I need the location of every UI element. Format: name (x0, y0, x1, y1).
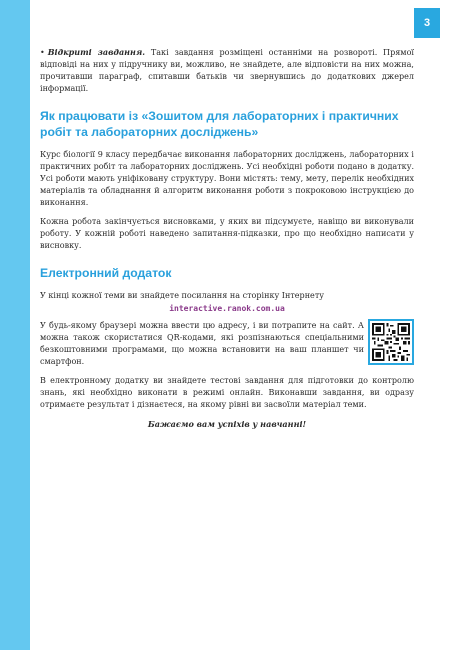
left-color-bar (0, 0, 30, 650)
page-number (414, 8, 440, 38)
workbook-paragraph-2: Кожна робота закінчується висновками, у яких ви підсумуєте, навіщо ви виконували роботу. У кожній роботі наведено запитання-підказки, про що необхідно написати у висновку. (40, 217, 414, 250)
intro-label: Відкриті завдання. (47, 47, 146, 57)
electronic-paragraph-1: У кінці кожної теми ви знайдете посилання на сторінку Інтернету (40, 291, 325, 300)
closing-motto: Бажаємо вам успіхів у навчанні! (147, 419, 307, 429)
page-number-text: 3 (423, 17, 431, 29)
page-content (40, 46, 414, 429)
workbook-paragraph-1: Курс біології 9 класу передбачає виконання лабораторних досліджень, лабораторних і практичних робіт та лабораторних досліджень. Усі необхідні роботи подано в додатку. Усі роботи мають уніфіковану структуру. Вони містять: тему, мету, перелік необхідних матеріалів та обладнання й алгоритм виконання роботи з покроковою інструкцією до виконання. (40, 150, 414, 207)
section-heading-electronic: Електронний додаток (40, 266, 172, 280)
website-link[interactable]: interactive.ranok.com.ua (169, 304, 285, 313)
bullet-icon: • (40, 48, 45, 57)
electronic-paragraph-2: У будь-якому браузері можна ввести цю адресу, і ви потрапите на сайт. А можна також скористатися QR-кодами, які розпізнаються спеціальними безкоштовними програмами, що можна встановити на ваш планшет чи смартфон. (40, 321, 364, 366)
qr-code-graphic (372, 323, 410, 361)
intro-paragraph (40, 46, 414, 95)
intro-text: Такі завдання розміщені останніми на розвороті. Прямої відповіді на них у підручнику ви, можливо, не знайдете, але відповісти на них можна, прочитавши параграф, спитавши батьків чи звернувшись до додаткових джерел інформації. (40, 48, 414, 93)
qr-row (40, 320, 414, 375)
qr-code-icon (368, 319, 414, 365)
section-heading-workbook: Як працювати із «Зошитом для лабораторних і практичних робіт та лабораторних досліджень» (40, 109, 399, 139)
electronic-paragraph-3: В електронному додатку ви знайдете тестові завдання для підготовки до контролю знань, які необхідно виконати в режимі онлайн. Виконавши завдання, ви одразу отримаєте результат і дізнаєтеся, на якому рівні ви засвоїли матеріал теми. (40, 376, 414, 409)
